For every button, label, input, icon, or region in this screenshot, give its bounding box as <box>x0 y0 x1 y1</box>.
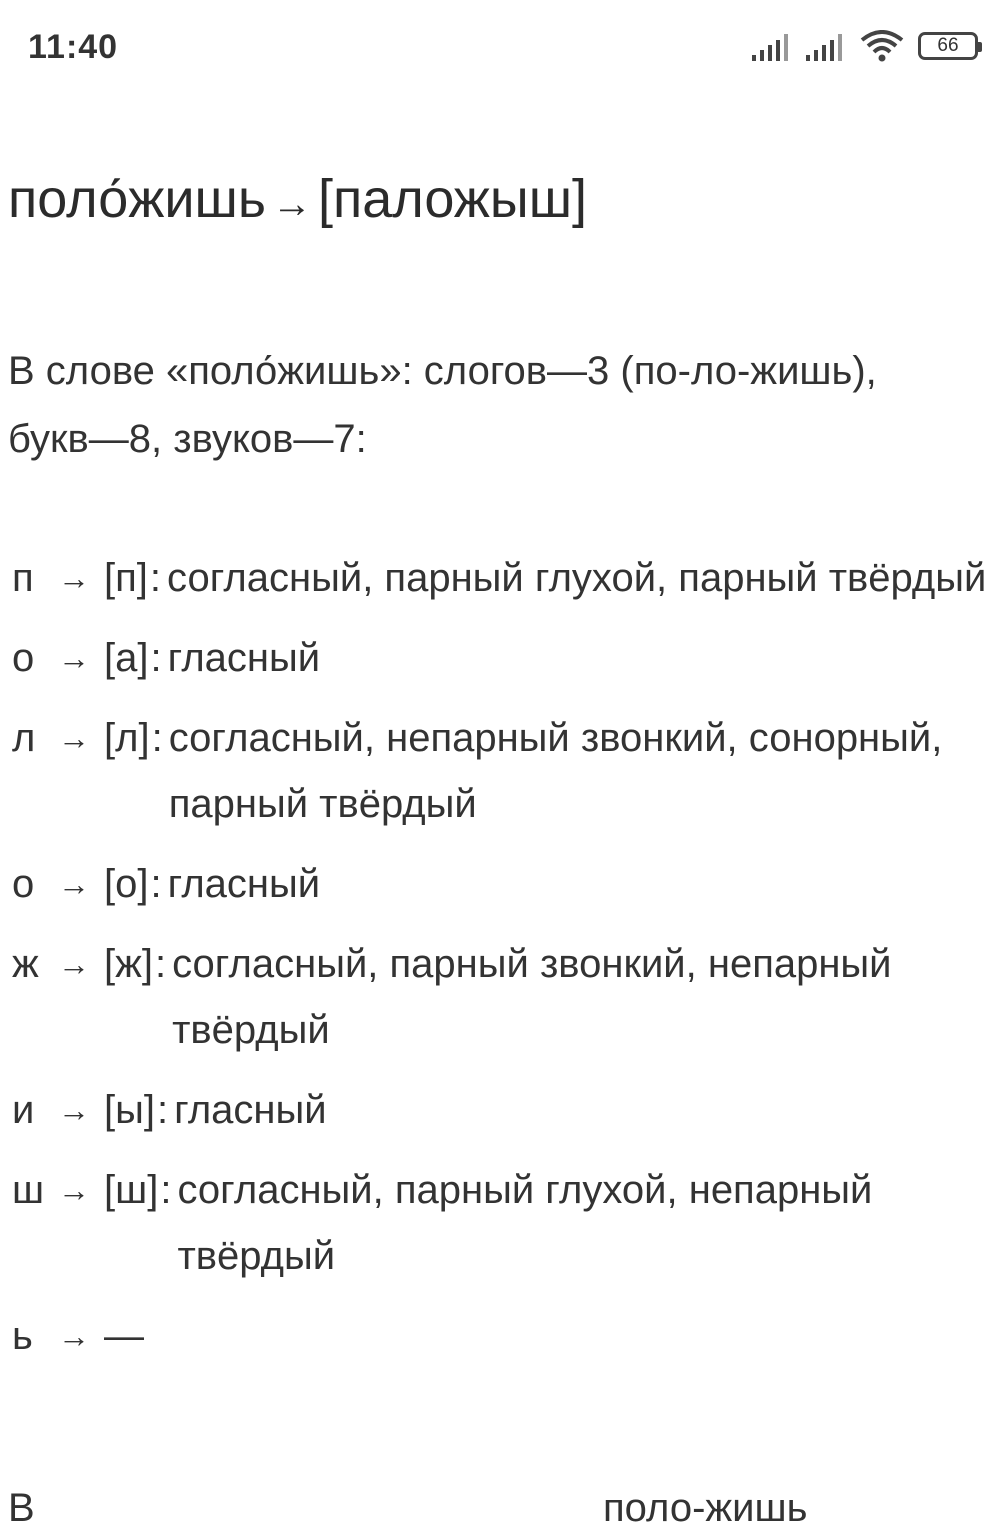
wifi-icon <box>860 30 904 62</box>
page-title <box>8 168 587 230</box>
summary-line: В слове «поло́жишь»: слогов—3 (по-ло-жишь), <box>8 349 877 393</box>
list-item <box>12 1157 1002 1289</box>
row-sound: [п] <box>104 556 148 600</box>
row-colon: : <box>160 1168 172 1212</box>
arrow-icon: → <box>58 720 90 756</box>
summary-line: букв—8, звуков—7: <box>8 417 367 461</box>
arrow-icon: → <box>58 560 90 596</box>
row-colon: : <box>151 716 163 760</box>
row-colon: : <box>150 862 162 906</box>
row-colon: : <box>149 556 162 600</box>
row-description: гласный <box>167 862 321 906</box>
list-item <box>12 931 1002 1063</box>
row-sound: [ы] <box>104 1088 155 1132</box>
row-sound: [л] <box>104 716 150 760</box>
list-item <box>12 851 1002 917</box>
row-description: согласный, парный глухой, парный твёрдый <box>167 556 987 600</box>
row-sound: [ж] <box>104 942 153 986</box>
list-item <box>12 705 1002 837</box>
row-description: гласный <box>174 1088 327 1132</box>
row-letter: и <box>12 1088 35 1132</box>
row-sound: [о] <box>104 862 149 906</box>
list-item <box>12 545 1002 611</box>
arrow-icon: → <box>58 1172 90 1208</box>
phonetic-analysis-list <box>12 545 1002 1383</box>
list-item <box>12 625 1002 691</box>
row-description: согласный, парный глухой, непарный твёрдый <box>177 1168 873 1278</box>
status-bar <box>0 0 1006 100</box>
arrow-icon: → <box>58 866 90 902</box>
row-description <box>152 1303 1002 1369</box>
row-letter: п <box>12 556 34 600</box>
row-description: гласный <box>167 636 321 680</box>
row-sound: — <box>104 1314 144 1358</box>
row-letter: о <box>12 636 35 680</box>
word-summary <box>8 337 988 473</box>
row-colon: : <box>156 1088 169 1132</box>
arrow-icon: → <box>58 640 90 676</box>
battery-icon <box>918 32 978 60</box>
row-sound: [ш] <box>104 1168 159 1212</box>
arrow-icon: → <box>58 1092 90 1128</box>
signal-icon <box>806 31 846 61</box>
truncated-text-start: В <box>8 1486 35 1530</box>
row-letter: ж <box>12 942 39 986</box>
row-letter: л <box>12 716 36 760</box>
headline-word: поло́жишь <box>8 169 266 229</box>
arrow-icon: → <box>58 946 90 982</box>
battery-level: 66 <box>937 35 959 56</box>
row-colon: : <box>150 636 162 680</box>
row-letter: о <box>12 862 35 906</box>
row-description: согласный, непарный звонкий, сонорный, парный твёрдый <box>168 716 943 826</box>
arrow-icon: → <box>58 1318 90 1354</box>
arrow-icon: → <box>271 182 312 226</box>
truncated-text-end: поло-жишь <box>603 1486 808 1530</box>
signal-icon <box>752 31 792 61</box>
row-description: согласный, парный звонкий, непарный твёрдый <box>172 942 892 1052</box>
status-time: 11:40 <box>28 28 119 66</box>
row-sound: [а] <box>104 636 149 680</box>
headline-transcription: [паложыш] <box>317 169 588 229</box>
status-icons <box>752 30 978 62</box>
list-item <box>12 1077 1002 1143</box>
row-letter: ш <box>12 1168 45 1212</box>
list-item <box>12 1303 1002 1369</box>
row-colon: : <box>154 942 167 986</box>
row-letter: ь <box>12 1314 33 1358</box>
